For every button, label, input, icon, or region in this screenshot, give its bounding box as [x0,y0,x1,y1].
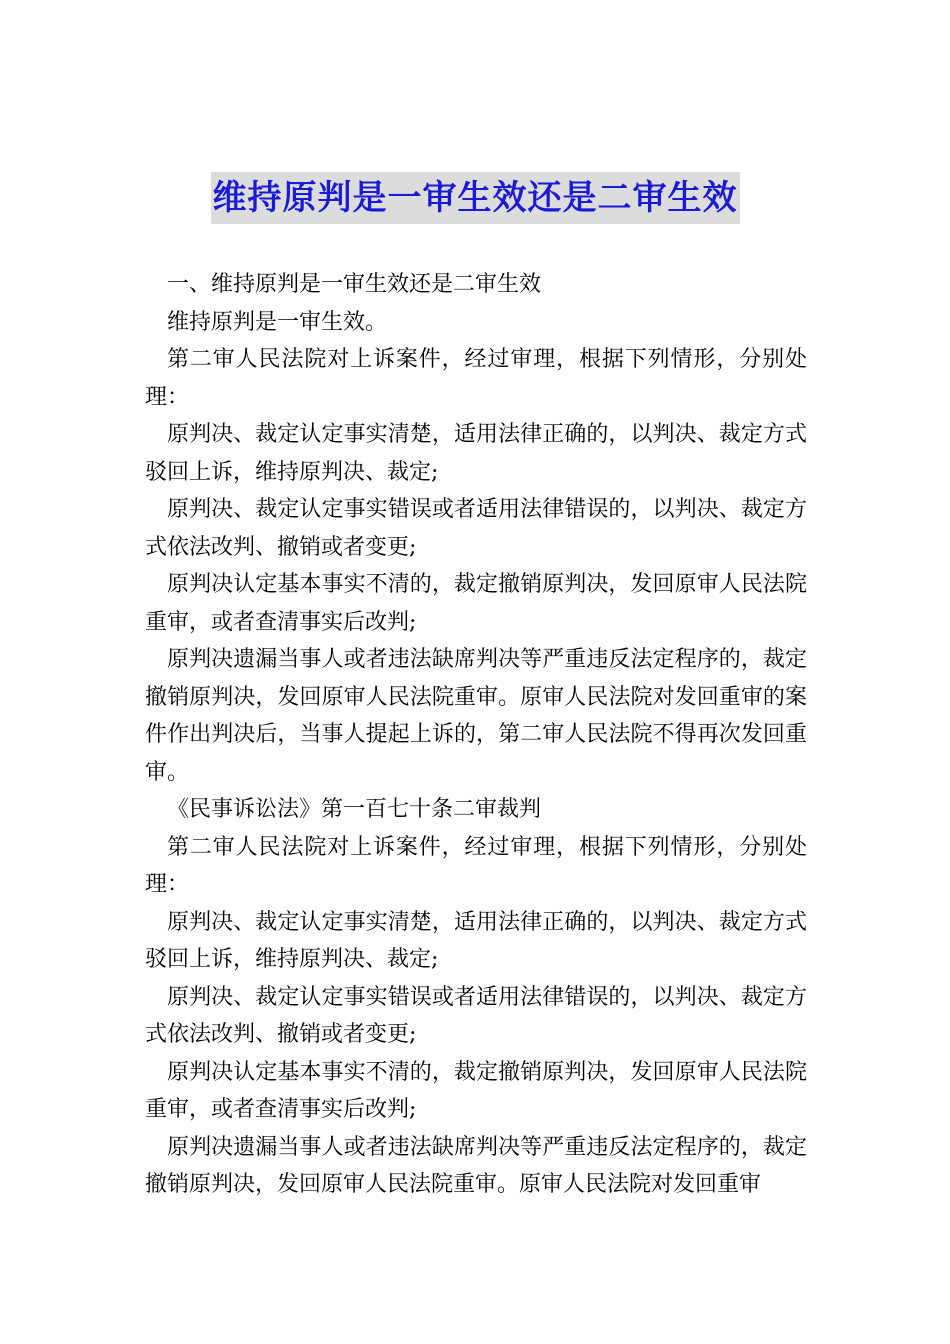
paragraph: 原判决遗漏当事人或者违法缺席判决等严重违反法定程序的，裁定撤销原判决，发回原审人民法院重审。原审人民法院对发回重审 [145,1134,807,1197]
document-body [145,266,807,1204]
paragraph: 原判决认定基本事实不清的，裁定撤销原判决，发回原审人民法院重审，或者查清事实后改判; [145,1059,807,1122]
paragraph: 原判决遗漏当事人或者违法缺席判决等严重违反法定程序的，裁定撤销原判决，发回原审人民法院重审。原审人民法院对发回重审的案件作出判决后，当事人提起上诉的，第二审人民法院不得再次发回重审。 [145,647,807,785]
paragraph: 原判决、裁定认定事实清楚，适用法律正确的，以判决、裁定方式驳回上诉，维持原判决、裁定; [145,422,807,485]
paragraph: 第二审人民法院对上诉案件，经过审理，根据下列情形，分别处理： [145,347,807,410]
paragraph: 原判决、裁定认定事实错误或者适用法律错误的，以判决、裁定方式依法改判、撤销或者变更; [145,497,807,560]
paragraph: 原判决认定基本事实不清的，裁定撤销原判决，发回原审人民法院重审，或者查清事实后改判; [145,572,807,635]
document-title: 维持原判是一审生效还是二审生效 [211,172,740,224]
paragraph: 第二审人民法院对上诉案件，经过审理，根据下列情形，分别处理： [145,834,807,897]
title-container [0,172,950,224]
paragraph-heading: 一、维持原判是一审生效还是二审生效 [167,272,542,297]
paragraph: 原判决、裁定认定事实清楚，适用法律正确的，以判决、裁定方式驳回上诉，维持原判决、裁定; [145,909,807,972]
paragraph: 维持原判是一审生效。 [167,309,388,335]
paragraph-law-citation: 《民事诉讼法》第一百七十条二审裁判 [167,797,542,822]
paragraph: 原判决、裁定认定事实错误或者适用法律错误的，以判决、裁定方式依法改判、撤销或者变更; [145,984,807,1047]
